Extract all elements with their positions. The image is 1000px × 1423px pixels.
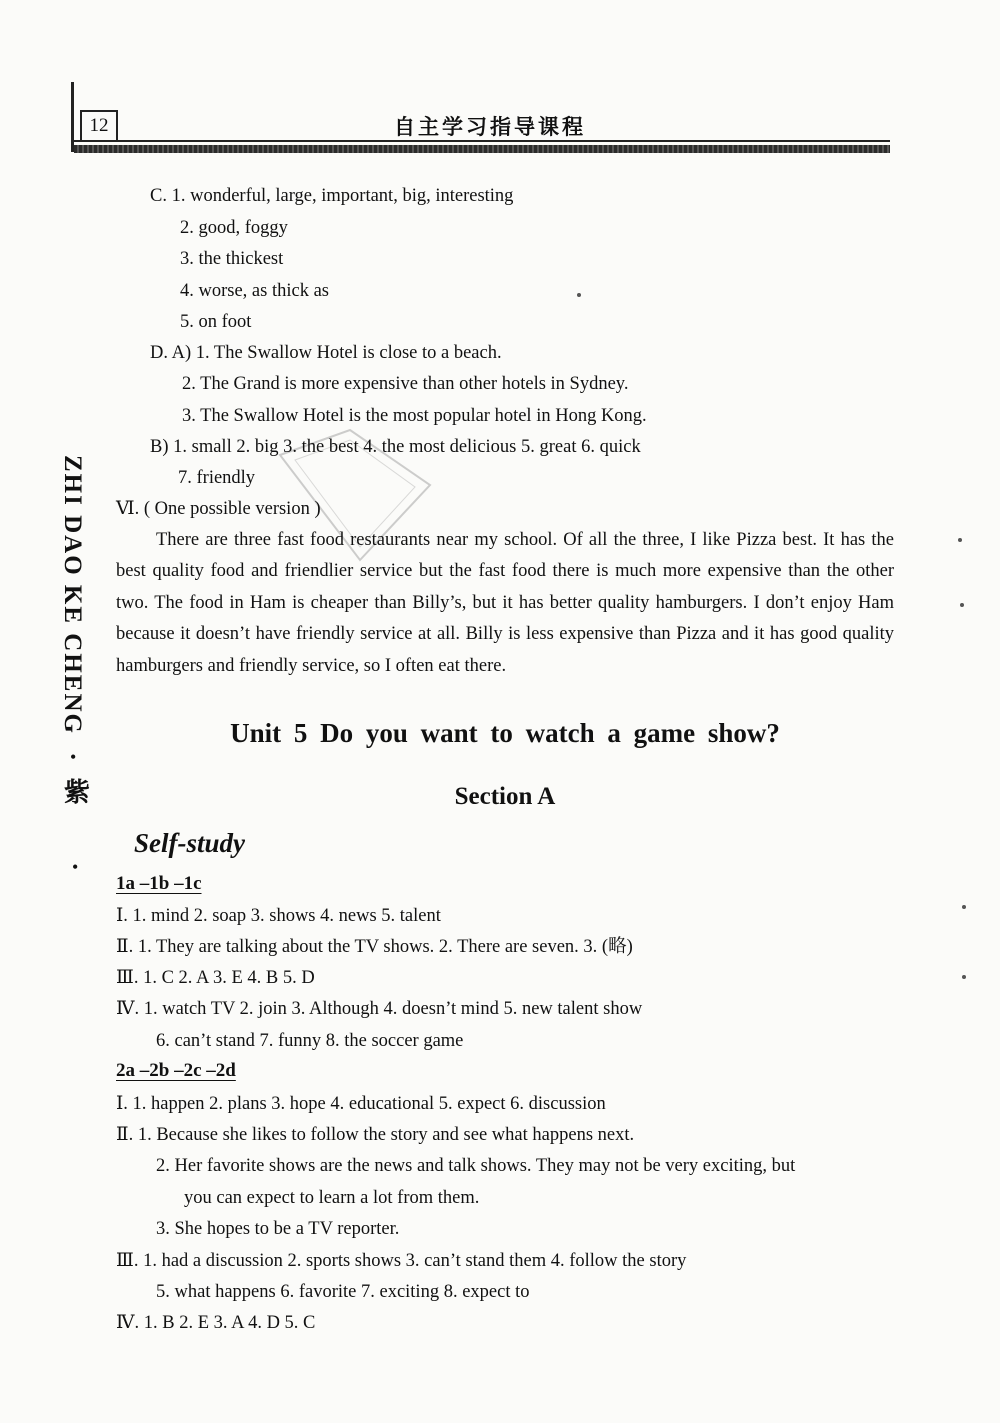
answer-line: 6. can’t stand 7. funny 8. the soccer game [156, 1031, 464, 1051]
answer-line: B) 1. small 2. big 3. the best 4. the most delicious 5. great 6. quick [150, 437, 641, 457]
answer-line: Ⅲ. 1. C 2. A 3. E 4. B 5. D [116, 968, 315, 988]
unit-title: Unit 5 Do you want to watch a game show? [230, 718, 780, 748]
answer-line: 5. on foot [180, 312, 252, 332]
answer-line: 3. The Swallow Hotel is the most popular hotel in Hong Kong. [182, 406, 647, 426]
page-number: 12 [80, 110, 118, 142]
answer-line: Ⅰ. 1. happen 2. plans 3. hope 4. educational 5. expect 6. discussion [116, 1094, 606, 1114]
section-title: Section A [454, 783, 556, 810]
scan-speck [577, 293, 581, 297]
answer-line: Ⅱ. 1. Because she likes to follow the story and see what happens next. [116, 1125, 635, 1145]
answer-line: Ⅱ. 1. They are talking about the TV shows. 2. There are seven. 3. (略) [116, 937, 633, 957]
scan-speck [958, 538, 962, 542]
answer-line: 4. worse, as thick as [180, 281, 329, 301]
header-title: 自主学习指导课程 [394, 115, 586, 139]
subsection-heading: 1a –1b –1c [116, 873, 202, 894]
subsection-heading: 2a –2b –2c –2d [116, 1060, 236, 1081]
scan-speck [962, 905, 966, 909]
self-study-heading: Self-study [134, 828, 245, 858]
answer-line: 2. good, foggy [180, 218, 288, 238]
spine-glyph: 紫 [64, 778, 91, 808]
answer-line: Ⅵ. ( One possible version ) [116, 499, 321, 519]
answer-line: 2. The Grand is more expensive than other hotels in Sydney. [182, 374, 629, 394]
essay-paragraph: There are three fast food restaurants near my school. Of all the three, I like Pizza best. It has the best quality food and friendlier service but the fast food there is much more expensive than the other two. The food in Ham is cheaper than Billy’s, but it has better quality hamburgers. I don’t enjoy Ham because it doesn’t have friendly service at all. Billy is less expensive than Pizza and it has good quality hamburgers and friendly service, so I often eat there. [116, 530, 894, 676]
answer-line: Ⅳ. 1. watch TV 2. join 3. Although 4. doesn’t mind 5. new talent show [116, 999, 643, 1019]
header-rule-thin [74, 140, 890, 142]
answer-line: 2. Her favorite shows are the news and talk shows. They may not be very exciting, but [156, 1156, 796, 1176]
scan-speck [960, 603, 964, 607]
header-rule-thick [74, 145, 890, 153]
scan-speck [962, 975, 966, 979]
answer-line: 3. the thickest [180, 249, 284, 269]
answer-line: 5. what happens 6. favorite 7. exciting 8. expect to [156, 1282, 530, 1302]
spine-dot-icon: • [70, 747, 77, 767]
answer-line: Ⅲ. 1. had a discussion 2. sports shows 3. can’t stand them 4. follow the story [116, 1251, 687, 1271]
answer-line: C. 1. wonderful, large, important, big, interesting [150, 186, 514, 206]
answer-line: 3. She hopes to be a TV reporter. [156, 1219, 400, 1239]
answer-line: 7. friendly [178, 468, 256, 488]
answer-line: D. A) 1. The Swallow Hotel is close to a beach. [150, 343, 502, 363]
answer-line: Ⅳ. 1. B 2. E 3. A 4. D 5. C [116, 1313, 316, 1333]
answer-line: you can expect to learn a lot from them. [184, 1188, 480, 1208]
spine-text: ZHI DAO KE CHENG [59, 455, 86, 735]
spine-dot-icon: • [72, 857, 79, 877]
answer-line: Ⅰ. 1. mind 2. soap 3. shows 4. news 5. talent [116, 906, 441, 926]
